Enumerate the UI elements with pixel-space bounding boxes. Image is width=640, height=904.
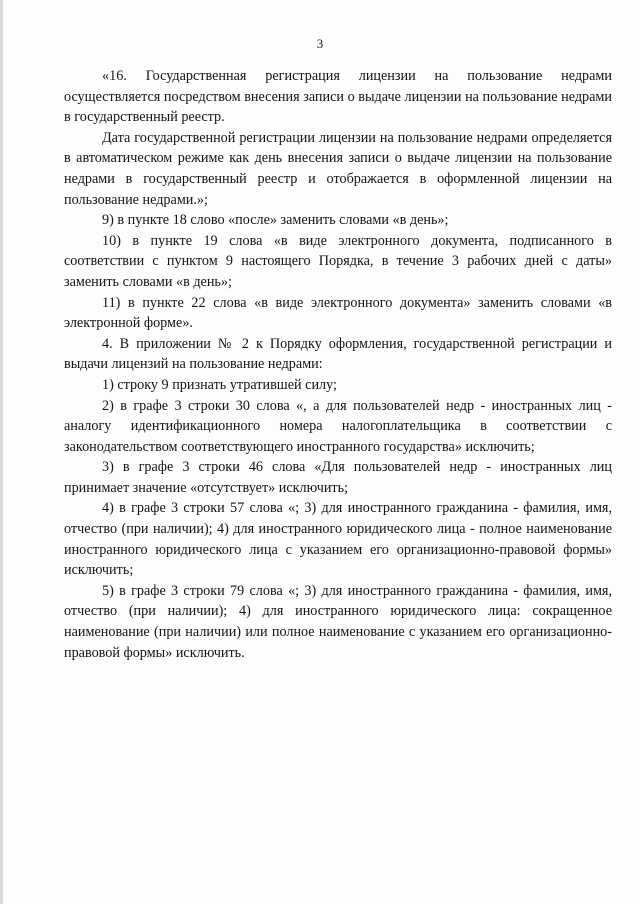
scan-edge: [0, 0, 3, 904]
paragraph: 1) строку 9 признать утратившей силу;: [102, 376, 337, 393]
paragraph: 4) в графе 3 строки 57 слова «; 3) для иностранного гражданина - фамилия, имя, отчество (при наличии); 4) для иностранного юридического лица - полное наименование иностранного юридического лица с указанием его организационно-правовой формы» исключить;: [64, 500, 612, 579]
document-body: [64, 66, 612, 663]
paragraph: «16. Государственная регистрация лицензии на пользование недрами осуществляется посредством внесения записи о выдаче лицензии на пользование недрами в государственный реестр.: [64, 68, 612, 126]
paragraph: 5) в графе 3 строки 79 слова «; 3) для иностранного гражданина - фамилия, имя, отчество (при наличии); 4) для иностранного юридического лица: сокращенное наименование (при наличии) или полное наименование с указанием его организационно-правовой формы» исключить.: [64, 582, 612, 661]
paragraph: Дата государственной регистрации лицензии на пользование недрами определяется в автоматическом режиме как день внесения записи о выдаче лицензии на пользование недрами в государственный реестр и отображается в оформленной лицензии на пользование недрами.»;: [64, 129, 612, 208]
paragraph: 4. В приложении № 2 к Порядку оформления, государственной регистрации и выдачи лицензий на пользование недрами:: [64, 335, 612, 373]
paragraph: 9) в пункте 18 слово «после» заменить словами «в день»;: [102, 212, 449, 229]
paragraph: 2) в графе 3 строки 30 слова «, а для пользователей недр - иностранных лиц - аналогу идентификационного номера налогоплательщика в соответствии с законодательством соответствующего иностранного государства» исключить;: [64, 397, 612, 455]
paragraph: 10) в пункте 19 слова «в виде электронного документа, подписанного в соответствии с пунктом 9 настоящего Порядка, в течение 3 рабочих дней с даты» заменить словами «в день»;: [64, 232, 612, 290]
paragraph: 11) в пункте 22 слова «в виде электронного документа» заменить словами «в электронной форме».: [64, 294, 612, 332]
page-number: 3: [316, 36, 324, 51]
paragraph: 3) в графе 3 строки 46 слова «Для пользователей недр - иностранных лиц принимает значение «отсутствует» исключить;: [64, 459, 612, 496]
